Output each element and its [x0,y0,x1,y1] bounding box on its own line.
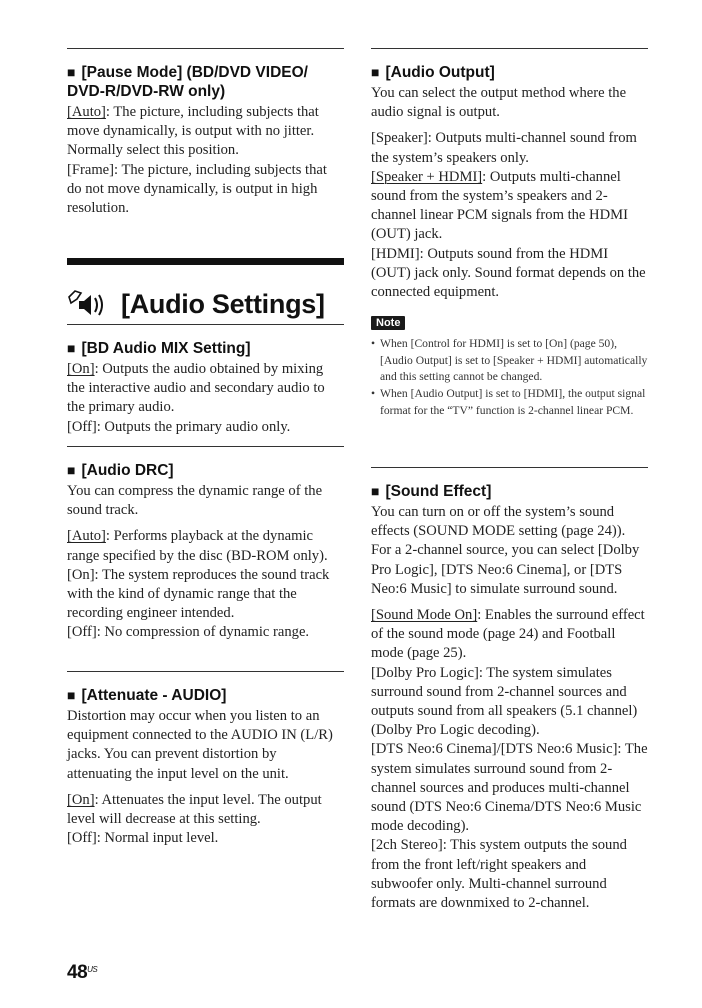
audio-settings-banner [67,258,344,323]
section-divider [371,48,648,49]
section-divider [371,467,648,468]
option-on: [On]: Outputs the audio obtained by mixing the interactive audio and secondary audio to the primary audio. [67,361,325,416]
audio-output-section [371,48,648,419]
page-suffix: US [87,965,98,974]
option-sound-mode-on: [Sound Mode On]: Enables the surround effect of the sound mode (page 24) and Football mode (page 25). [371,607,645,662]
option-off: [Off]: No compression of dynamic range. [67,624,310,641]
option-speaker-hdmi: [Speaker + HDMI]: Outputs multi-channel sound from the system’s speakers and 2-channel linear PCM signals from the HDMI (OUT) jack. [371,168,628,243]
option-speaker: [Speaker]: Outputs multi-channel sound from the system’s speakers only. [371,130,637,166]
note-item: • When [Control for HDMI] is set to [On] (page 50), [Audio Output] is set to [Speaker + HDMI] automatically and this setting cannot be changed. [371,336,648,386]
section-heading: ■ [Pause Mode] (BD/DVD VIDEO/ DVD-R/DVD-RW only) [67,64,308,100]
page-number: $48^{US}$ [67,962,98,983]
option-off: [Off]: Outputs the primary audio only. [67,418,291,435]
pause-mode-section [67,48,344,218]
section-heading: ■ [Audio DRC] [67,462,174,479]
option-dts: [DTS Neo:6 Cinema]/[DTS Neo:6 Music]: The system simulates surround sound from 2-channel sources and produces multi-channel sound (DTS Neo:6 Cinema/DTS Neo:6 Music mode decoding). [371,741,648,835]
section-intro: You can select the output method where the audio signal is output. [371,85,627,121]
page-section-title: [Audio Settings] [121,288,325,319]
option-off: [Off]: Normal input level. [67,830,219,847]
section-heading: ■ [Audio Output] [371,64,495,81]
section-intro: Distortion may occur when you listen to an equipment connected to the AUDIO IN (L/R) jacks. You can prevent distortion by attenuating the input level on the unit. [67,708,333,782]
option-on: [On]: Attenuates the input level. The output level will decrease at this setting. [67,791,322,828]
audio-drc-section [67,446,344,643]
section-intro: You can turn on or off the system’s sound effects (SOUND MODE setting (page 24)). For a 2-channel source, you can select [Dolby Pro Logic], [DTS Neo:6 Cinema], or [DTS Neo:6 Music] to simulate surround sound. [371,504,640,597]
note-badge: Note [371,316,405,330]
option-auto: [Auto]: The picture, including subjects that move dynamically, is output with no jitter. Normally select this position. [67,104,319,159]
attenuate-section [67,671,344,848]
option-auto: [Auto]: Performs playback at the dynamic range specified by the disc (BD-ROM only). [67,528,328,564]
option-2ch-stereo: [2ch Stereo]: This system outputs the sound from the front left/right speakers and subwoofer only. Multi-channel surround formats are downmixed to 2-channel. [371,837,627,912]
banner-rule [67,258,344,265]
option-hdmi: [HDMI]: Outputs sound from the HDMI (OUT) jack only. Sound format depends on the connected equipment. [371,245,646,301]
section-divider [67,48,344,49]
option-on: [On]: The system reproduces the sound track with the kind of dynamic range that the recording engineer intended. [67,566,330,622]
section-heading: ■ [Sound Effect] [371,483,492,500]
bd-audio-mix-section [67,324,344,437]
section-divider [67,324,344,325]
section-divider [67,671,344,672]
speaker-settings-icon [67,285,111,323]
sound-effect-section [371,467,648,913]
option-dolby: [Dolby Pro Logic]: The system simulates surround sound from 2-channel sources and outputs sound from all speakers (5.1 channel) (Dolby Pro Logic decoding). [371,664,638,739]
note-item: • When [Audio Output] is set to [HDMI], the output signal format for the “TV” function is 2-channel linear PCM. [371,386,648,419]
section-intro: You can compress the dynamic range of the sound track. [67,483,323,519]
note-list [371,336,648,419]
option-frame: [Frame]: The picture, including subjects that do not move dynamically, is output in high resolution. [67,161,327,217]
section-divider [67,446,344,447]
section-heading: ■ [Attenuate - AUDIO] [67,687,227,704]
section-heading: ■ [BD Audio MIX Setting] [67,340,251,357]
